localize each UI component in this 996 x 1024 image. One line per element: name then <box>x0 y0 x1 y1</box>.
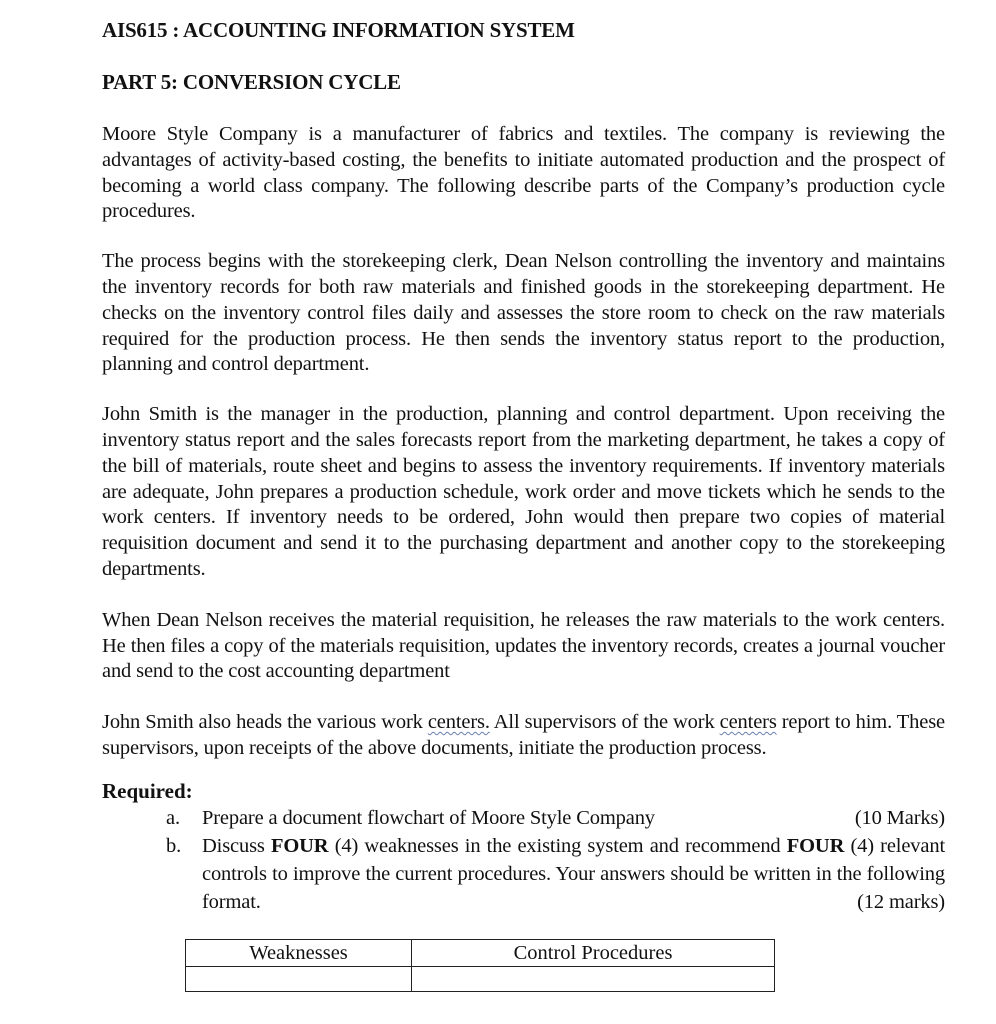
question-b-bold-four: FOUR <box>270 834 329 857</box>
paragraph-work-centers-text-1: John Smith also heads the various work <box>102 711 428 734</box>
paragraph-intro: Moore Style Company is a manufacturer of fabrics and textiles. The company is reviewing the advantages of activity-based costing, the benefits to initiate automated production and the prospect of becoming a world class company. The following describe parts of the Company’s production cycle procedures. <box>102 123 945 223</box>
question-b-bold-four: FOUR <box>786 834 845 857</box>
spellcheck-flagged-word: centers. <box>427 711 490 734</box>
question-b-text-1: Discuss <box>202 834 271 857</box>
course-title: AIS615 : ACCOUNTING INFORMATION SYSTEM <box>102 18 575 42</box>
question-letter: a. <box>166 806 180 829</box>
question-list <box>102 804 945 916</box>
question-b-text-2: (4) weaknesses in the existing system and recommend <box>328 834 787 857</box>
spellcheck-flagged-word: centers <box>719 711 777 734</box>
question-a <box>102 804 945 832</box>
document-page <box>102 16 945 916</box>
answer-format-table <box>185 939 775 992</box>
table-header-row <box>186 940 775 967</box>
paragraph-production-planning: John Smith is the manager in the production, planning and control department. Upon receiving the inventory status report and the sales forecasts report from the marketing department, he takes a copy of the bill of materials, route sheet and begins to assess the inventory requirements. If inventory materials are adequate, John prepares a production schedule, work order and move tickets which he sends to the work centers. If inventory needs to be ordered, John would then prepare two copies of material requisition document and send it to the purchasing department and another copy to the storekeeping departments. <box>102 403 945 580</box>
question-letter: b. <box>166 834 182 857</box>
paragraph-work-centers-text-3: report to him. These supervisors, upon receipts of the above documents, initiate the production process. <box>102 711 945 759</box>
question-a-text: Prepare a document flowchart of Moore Style Company <box>202 806 655 829</box>
question-b-text-3: (4) relevant controls to improve the current procedures. Your answers should be written in the following format. <box>202 834 945 913</box>
table-cell <box>186 967 412 992</box>
question-b-marks: (12 marks) <box>857 890 945 913</box>
table-cell <box>412 967 775 992</box>
paragraph-storekeeping: The process begins with the storekeeping clerk, Dean Nelson controlling the inventory and maintains the inventory records for both raw materials and finished goods in the storekeeping department. He checks on the inventory control files daily and assesses the store room to check on the raw materials required for the production process. He then sends the inventory status report to the production, planning and control department. <box>102 250 945 376</box>
part-title: PART 5: CONVERSION CYCLE <box>102 70 401 94</box>
paragraph-work-centers <box>102 710 945 762</box>
table-row <box>186 967 775 992</box>
question-a-marks: (10 Marks) <box>854 806 945 829</box>
required-heading: Required: <box>102 778 193 803</box>
question-b <box>102 832 945 916</box>
paragraph-work-centers-text-2: All supervisors of the work <box>489 711 720 734</box>
table-header-control-procedures: Control Procedures <box>412 940 775 967</box>
paragraph-material-requisition: When Dean Nelson receives the material requisition, he releases the raw materials to the work centers. He then files a copy of the materials requisition, updates the inventory records, creates a journal voucher and send to the cost accounting department <box>102 608 945 683</box>
table-header-weaknesses: Weaknesses <box>186 940 412 967</box>
